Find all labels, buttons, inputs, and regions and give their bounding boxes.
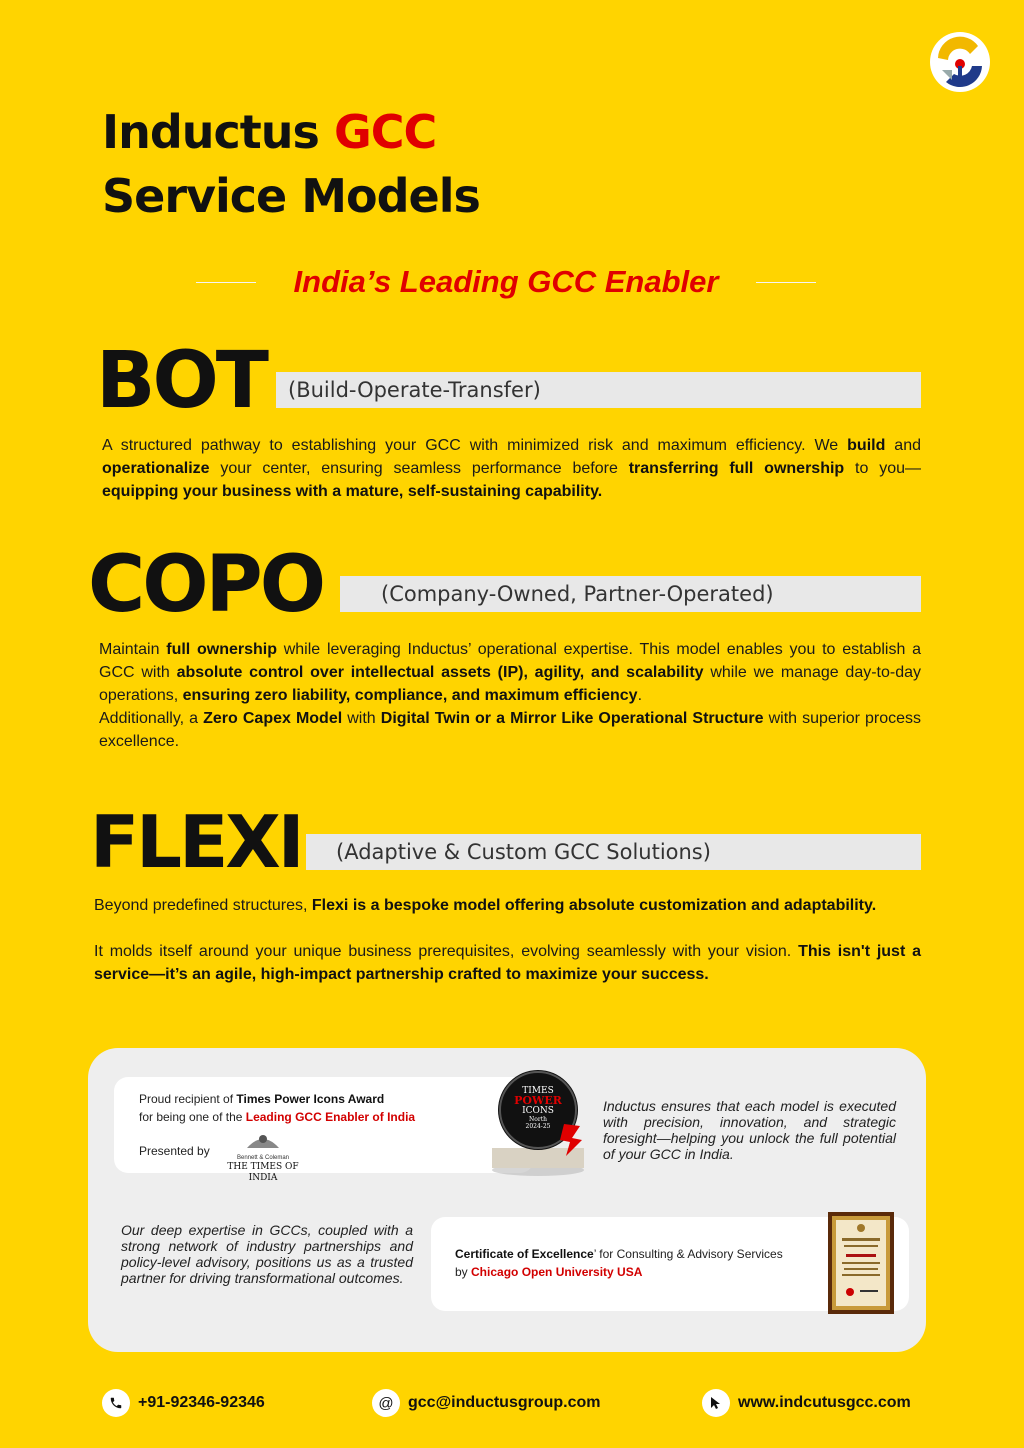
certificate-text: Certificate of Excellence’ for Consulting & Advisory Services by Chicago Open University USA: [455, 1247, 783, 1279]
flexi-para-2: It molds itself around your unique business prerequisites, evolving seamlessly with your vision. This isn't just a service—it’s an agile, high-impact partnership crafted to maximize your success.: [94, 943, 921, 983]
flexi-band: [306, 834, 921, 870]
bot-description: A structured pathway to establishing your GCC with minimized risk and maximum efficiency. We build and operationalize your center, ensuring seamless performance before transferring full ownership to you—equipping your business with a mature, self-sustaining capability.: [102, 437, 922, 500]
website-url: www.indcutusgcc.com: [738, 1394, 911, 1411]
flexi-heading: FLEXI: [90, 800, 302, 884]
precision-statement: Inductus ensures that each model is executed with precision, innovation, and strategic foresight—helping you unlock the full potential of your GCC in India.: [603, 1098, 896, 1162]
times-power-icons-trophy: TIMES POWER ICONS North 2024-25: [486, 1066, 590, 1178]
footer-email[interactable]: [372, 1388, 601, 1418]
copo-subtitle: (Company-Owned, Partner-Operated): [381, 582, 774, 606]
flexi-subtitle: (Adaptive & Custom GCC Solutions): [336, 840, 711, 864]
footer-website[interactable]: [702, 1388, 911, 1418]
bot-heading: BOT: [96, 336, 266, 426]
certificate-image: [828, 1212, 894, 1314]
flexi-description: [94, 894, 921, 986]
tagline: India’s Leading GCC Enabler: [293, 264, 719, 299]
phone-number: +91-92346-92346: [138, 1394, 265, 1411]
expertise-statement: Our deep expertise in GCCs, coupled with a strong network of industry partnerships and policy-level advisory, positions us as a trusted partner for driving transformational outcomes.: [121, 1222, 413, 1286]
times-of-india-logo: Bennett & Coleman THE TIMES OF INDIA: [214, 1130, 312, 1184]
title-brand: Inductus: [102, 105, 319, 159]
copo-band: [340, 576, 921, 612]
times-crest-icon: [243, 1130, 283, 1150]
title-gcc: GCC: [333, 105, 437, 159]
times-award-text: Proud recipient of Times Power Icons Award for being one of the Leading GCC Enabler of India: [139, 1092, 416, 1124]
flexi-para-1: Beyond predefined structures, Flexi is a bespoke model offering absolute customization and adaptability.: [94, 897, 877, 914]
email-address: gcc@inductusgroup.com: [408, 1394, 601, 1411]
title-line2: Service Models: [102, 169, 480, 223]
footer-phone[interactable]: [102, 1388, 265, 1418]
copo-heading: COPO: [88, 540, 324, 630]
cursor-icon: [702, 1389, 730, 1417]
presented-by-label: Presented by: [139, 1144, 210, 1158]
bot-subtitle: (Build-Operate-Transfer): [288, 378, 541, 402]
inductus-logo: [928, 30, 992, 94]
at-icon: @: [372, 1389, 400, 1417]
tagline-row: [196, 262, 816, 302]
bot-band: [276, 372, 921, 408]
phone-icon: [102, 1389, 130, 1417]
copo-description: Maintain full ownership while leveraging Inductus’ operational expertise. This model enables you to establish a GCC with absolute control over intellectual assets (IP), agility, and scalability while we manage day-to-day operations, ensuring zero liability, compliance, and maximum efficiency. Additionally, a Zero Capex Model with Digital Twin or a Mirror Like Operational Structure with superior process excellence.: [99, 641, 922, 750]
page-title: [102, 100, 480, 228]
